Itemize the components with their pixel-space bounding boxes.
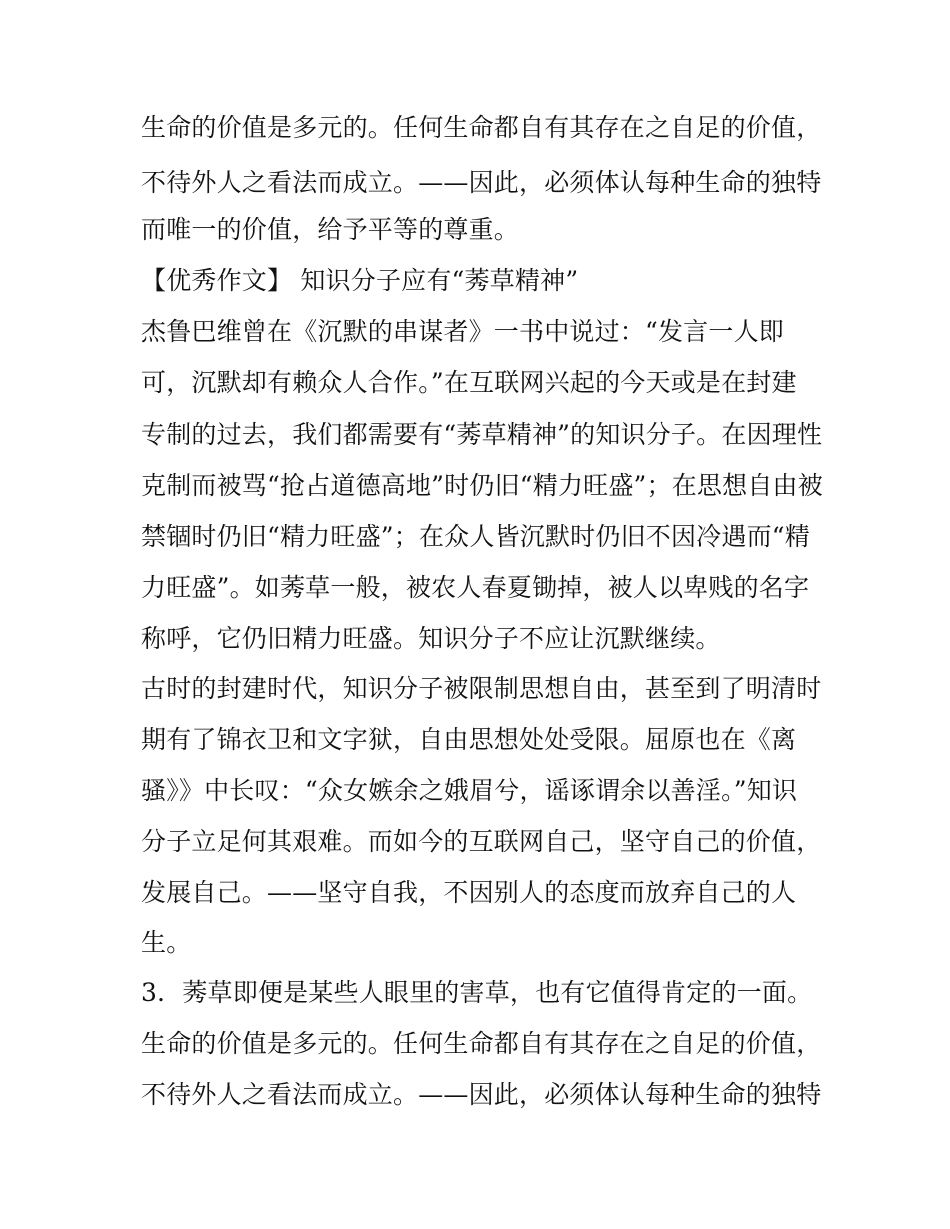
text-line: 古时的封建时代，知识分子被限制思想自由，甚至到了明清时 [141,674,822,703]
text-line: 可，沉默却有赖众人合作。”在互联网兴起的今天或是在封建 [141,368,797,397]
text-line: 生。 [141,928,192,957]
text-line: 专制的过去，我们都需要有“莠草精神”的知识分子。在因理性 [141,420,823,449]
text-line: 不待外人之看法而成立。——因此，必须体认每种生命的独特 [141,168,822,197]
text-line: 禁锢时仍旧“精力旺盛”；在众人皆沉默时仍旧不因冷遇而“精 [141,522,810,551]
text-line: 不待外人之看法而成立。——因此，必须体认每种生命的独特 [141,1080,822,1109]
text-line: 称呼，它仍旧精力旺盛。知识分子不应让沉默继续。 [141,624,721,653]
text-line: 骚》》中长叹：“众女嫉余之娥眉兮，谣诼谓余以善淫。”知识 [141,776,798,805]
text-line: 杰鲁巴维曾在《沉默的串谋者》一书中说过：“发言一人即 [141,317,784,346]
text-line: 发展自己。——坚守自我，不因别人的态度而放弃自己的人 [141,878,797,907]
text-line: 3．莠草即便是某些人眼里的害草，也有它值得肯定的一面。 [141,978,813,1007]
text-line: 力旺盛”。如莠草一般，被农人春夏锄掉，被人以卑贱的名字 [141,573,810,602]
text-line: 期有了锦衣卫和文字狱，自由思想处处受限。屈原也在《离 [141,725,797,754]
text-line: 生命的价值是多元的。任何生命都自有其存在之自足的价值， [141,1029,822,1058]
text-line: 而唯一的价值，给予平等的尊重。 [141,215,520,244]
text-line: 生命的价值是多元的。任何生命都自有其存在之自足的价值， [141,113,822,142]
text-line: 克制而被骂“抢占道德高地”时仍旧“精力旺盛”；在思想自由被 [141,471,823,500]
text-line: 分子立足何其艰难。而如今的互联网自己，坚守自己的价值， [141,827,822,856]
essay-heading: 【优秀作文】 知识分子应有“莠草精神” [141,266,579,295]
